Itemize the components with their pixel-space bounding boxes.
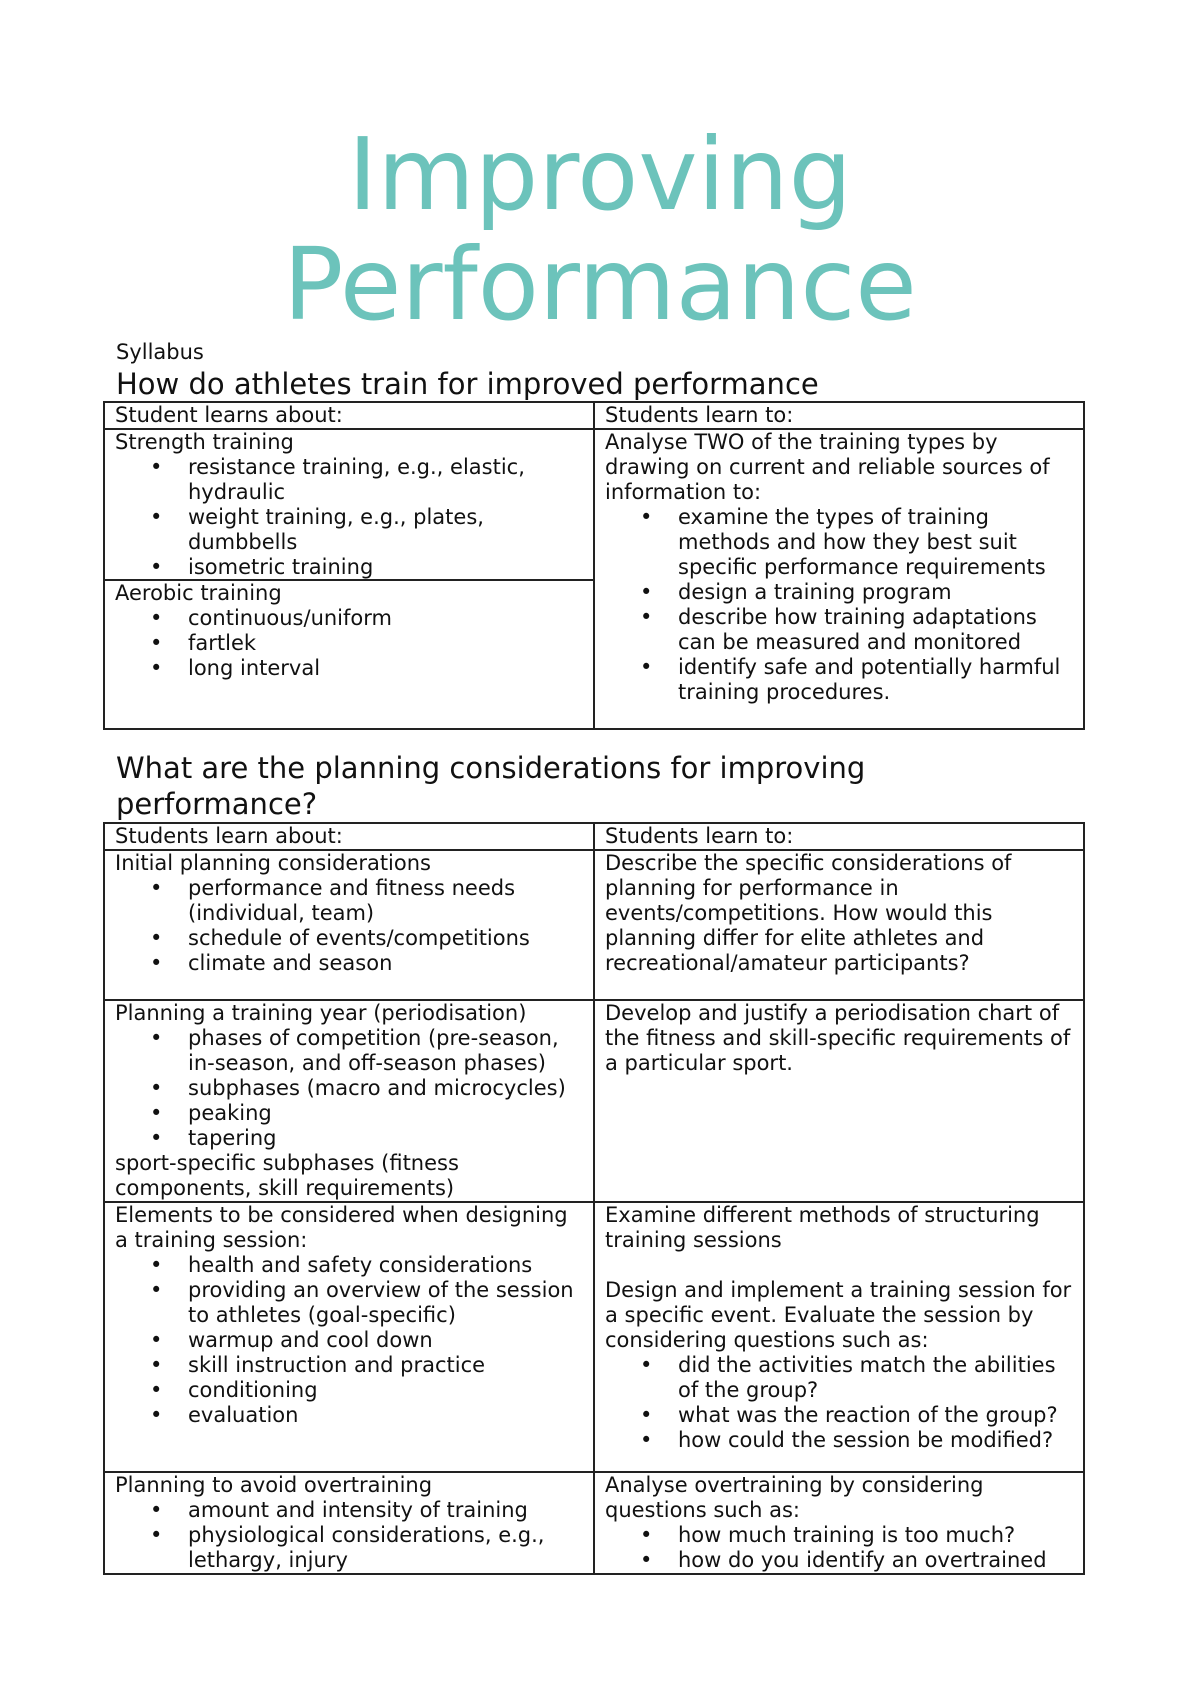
row-text-2: Design and implement a training session for a specific event. Evaluate the session by considering questions such as: bbox=[605, 1278, 1072, 1352]
learn-to-intro: Analyse TWO of the training types by drawing on current and reliable sources of information to: bbox=[605, 430, 1050, 504]
section-2-heading: What are the planning considerations for improving performance? bbox=[116, 751, 866, 821]
table-header-row bbox=[104, 402, 1084, 429]
list-item: • continuous/uniform bbox=[188, 606, 583, 631]
table-row bbox=[104, 850, 1084, 1000]
col2-header: Students learn to: bbox=[594, 402, 1084, 429]
overtraining-learn-to-cell bbox=[594, 1472, 1084, 1574]
title-line-1: Improving bbox=[347, 116, 853, 233]
list-item: • how much training is too much? bbox=[678, 1523, 1073, 1548]
col1-header: Student learns about: bbox=[104, 402, 594, 429]
list-item: • performance and fitness needs (individual, team) bbox=[188, 876, 583, 926]
row-text: Develop and justify a periodisation chart of the fitness and skill-specific requirements of a particular sport. bbox=[605, 1001, 1071, 1075]
list-item: • schedule of events/competitions bbox=[188, 926, 583, 951]
initial-planning-cell bbox=[104, 850, 594, 1000]
row-text: Analyse overtraining by considering questions such as: bbox=[605, 1473, 984, 1522]
row-list bbox=[115, 876, 583, 976]
list-item: • amount and intensity of training bbox=[188, 1498, 583, 1523]
row-list bbox=[115, 1026, 583, 1151]
list-item: • conditioning bbox=[188, 1378, 583, 1403]
list-item: • describe how training adaptations can be measured and monitored bbox=[678, 605, 1073, 655]
initial-planning-learn-to-cell bbox=[594, 850, 1084, 1000]
list-item: • long interval bbox=[188, 656, 583, 681]
row-list bbox=[115, 1498, 583, 1573]
document-title bbox=[0, 116, 1200, 343]
syllabus-label: Syllabus bbox=[116, 340, 204, 364]
list-item: • how do you identify an overtrained bbox=[678, 1548, 1073, 1573]
col2-header: Students learn to: bbox=[594, 823, 1084, 850]
section-2-table bbox=[103, 822, 1085, 1575]
learn-to-list bbox=[605, 505, 1073, 705]
row-list bbox=[115, 1253, 583, 1428]
list-item: • examine the types of training methods and how they best suit specific performance requirements bbox=[678, 505, 1073, 580]
learn-about-cell bbox=[104, 429, 594, 729]
table-row bbox=[104, 1000, 1084, 1202]
list-item: • phases of competition (pre-season, in-season, and off-season phases) bbox=[188, 1026, 583, 1076]
list-item: • did the activities match the abilities of the group? bbox=[678, 1353, 1073, 1403]
periodisation-learn-to-cell bbox=[594, 1000, 1084, 1202]
list-item: • tapering bbox=[188, 1126, 583, 1151]
learn-to-cell bbox=[594, 429, 1084, 729]
row-list bbox=[605, 1523, 1073, 1573]
list-item: • health and safety considerations bbox=[188, 1253, 583, 1278]
list-item: • warmup and cool down bbox=[188, 1328, 583, 1353]
periodisation-cell bbox=[104, 1000, 594, 1202]
title-line-2: Performance bbox=[283, 226, 917, 343]
list-item: • resistance training, e.g., elastic, hydraulic bbox=[188, 455, 583, 505]
list-item: • evaluation bbox=[188, 1403, 583, 1428]
strength-training-title: Strength training bbox=[115, 430, 294, 454]
list-item: • isometric training bbox=[188, 555, 583, 580]
training-session-learn-to-cell bbox=[594, 1202, 1084, 1472]
overtraining-cell bbox=[104, 1472, 594, 1574]
table-row bbox=[104, 1202, 1084, 1472]
list-item: • skill instruction and practice bbox=[188, 1353, 583, 1378]
row-title: Planning to avoid overtraining bbox=[115, 1473, 433, 1497]
row-title: Planning a training year (periodisation) bbox=[115, 1001, 527, 1025]
aerobic-training-title: Aerobic training bbox=[115, 581, 282, 605]
row-text: Examine different methods of structuring training sessions bbox=[605, 1203, 1040, 1252]
strength-training-block bbox=[115, 430, 583, 579]
row-text: Describe the specific considerations of planning for performance in events/competitions. How would this planning differ for elite athletes and recreational/amateur participants? bbox=[605, 851, 1012, 975]
col1-header: Students learn about: bbox=[104, 823, 594, 850]
strength-training-list bbox=[115, 455, 583, 580]
table-header-row bbox=[104, 823, 1084, 850]
table-row bbox=[104, 1472, 1084, 1574]
list-item: • physiological considerations, e.g., lethargy, injury bbox=[188, 1523, 583, 1573]
paragraph-gap bbox=[605, 1253, 1073, 1278]
list-item: • weight training, e.g., plates, dumbbells bbox=[188, 505, 583, 555]
row-title: Elements to be considered when designing a training session: bbox=[115, 1203, 568, 1252]
list-item: • peaking bbox=[188, 1101, 583, 1126]
list-item: • climate and season bbox=[188, 951, 583, 976]
aerobic-training-block bbox=[105, 579, 593, 681]
list-item: • identify safe and potentially harmful training procedures. bbox=[678, 655, 1073, 705]
aerobic-training-list bbox=[115, 606, 583, 681]
list-item: • fartlek bbox=[188, 631, 583, 656]
table-row bbox=[104, 429, 1084, 729]
row-title: Initial planning considerations bbox=[115, 851, 431, 875]
row-text-after: sport-specific subphases (fitness components, skill requirements) bbox=[115, 1151, 459, 1200]
row-list bbox=[605, 1353, 1073, 1453]
section-1-table bbox=[103, 401, 1085, 730]
list-item: • design a training program bbox=[678, 580, 1073, 605]
list-item: • subphases (macro and microcycles) bbox=[188, 1076, 583, 1101]
training-session-cell bbox=[104, 1202, 594, 1472]
list-item: • how could the session be modified? bbox=[678, 1428, 1073, 1453]
list-item: • what was the reaction of the group? bbox=[678, 1403, 1073, 1428]
list-item: • providing an overview of the session to athletes (goal-specific) bbox=[188, 1278, 583, 1328]
section-1-heading: How do athletes train for improved performance bbox=[116, 367, 819, 401]
